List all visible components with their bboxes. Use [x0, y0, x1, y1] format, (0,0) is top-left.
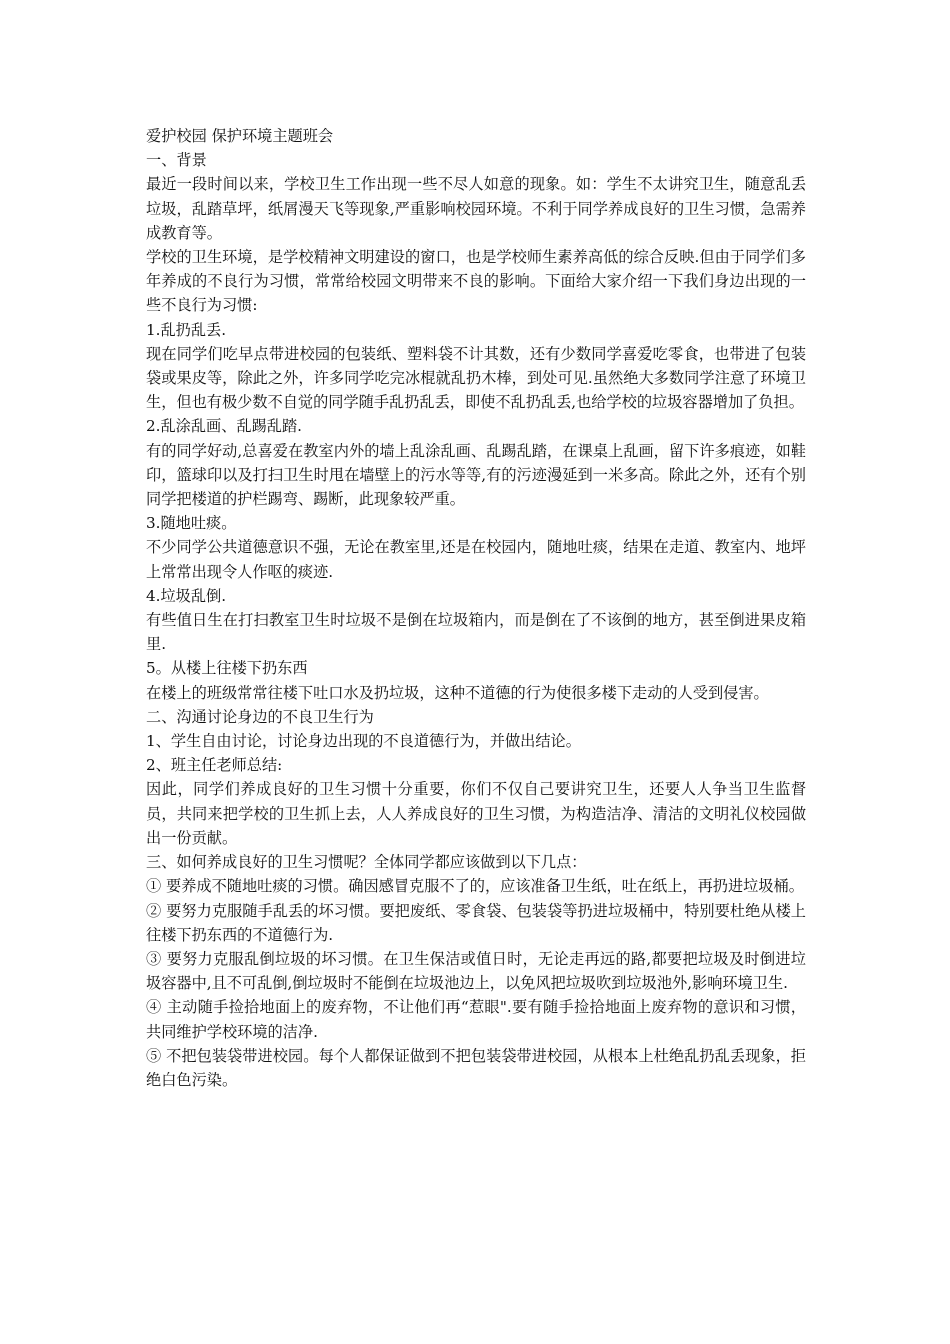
section-heading-background: 一、背景 — [146, 151, 207, 170]
document-page — [146, 124, 806, 1092]
list-item: ⑤ 不把包装袋带进校园。每个人都保证做到不把包装袋带进校园，从根本上杜绝乱扔乱丢现象，拒绝白色污染。 — [146, 1046, 806, 1089]
subheading-garbage: 4.垃圾乱倒. — [146, 586, 227, 605]
paragraph: 最近一段时间以来，学校卫生工作出现一些不尽人如意的现象。如：学生不太讲究卫生，随意乱丢垃圾，乱踏草坪，纸屑漫天飞等现象,严重影响校园环境。不利于同学养成良好的卫生习惯，急需养成教育等。 — [146, 175, 806, 242]
paragraph: 1、学生自由讨论，讨论身边出现的不良道德行为，并做出结论。 — [146, 732, 581, 751]
list-item: ③ 要努力克服乱倒垃圾的坏习惯。在卫生保洁或值日时，无论走再远的路,都要把垃圾及时倒进垃圾容器中,且不可乱倒,倒垃圾时不能倒在垃圾池边上，以免风把垃圾吹到垃圾池外,影响环境卫生. — [146, 949, 806, 993]
paragraph: 不少同学公共道德意识不强，无论在教室里,还是在校园内，随地吐痰，结果在走道、教室内、地坪上常常出现令人作呕的痰迹. — [146, 538, 806, 581]
paragraph: 有些值日生在打扫教室卫生时垃圾不是倒在垃圾箱内，而是倒在了不该倒的地方，甚至倒进果皮箱里. — [146, 611, 806, 654]
section-heading-habits: 三、如何养成良好的卫生习惯呢？全体同学都应该做到以下几点： — [146, 853, 587, 872]
subheading-throwing: 5。从楼上往楼下扔东西 — [146, 659, 308, 678]
section-heading-discussion: 二、沟通讨论身边的不良卫生行为 — [146, 707, 374, 726]
list-item: ④ 主动随手捡拾地面上的废弃物，不让他们再“惹眼".要有随手捡拾地面上废弃物的意识和习惯，共同维护学校环境的洁净. — [146, 998, 806, 1041]
paragraph: 因此，同学们养成良好的卫生习惯十分重要，你们不仅自己要讲究卫生，还要人人争当卫生监督员，共同来把学校的卫生抓上去，人人养成良好的卫生习惯，为构造洁净、清洁的文明礼仪校园做出一份贡献。 — [146, 780, 806, 847]
subheading-graffiti: 2.乱涂乱画、乱踢乱踏. — [146, 417, 303, 436]
paragraph: 2、班主任老师总结: — [146, 756, 283, 775]
list-item: ② 要努力克服随手乱丢的坏习惯。要把废纸、零食袋、包装袋等扔进垃圾桶中，特别要杜绝从楼上往楼下扔东西的不道德行为. — [146, 901, 806, 944]
list-item: ① 要养成不随地吐痰的习惯。确因感冒克服不了的，应该准备卫生纸，吐在纸上，再扔进垃圾桶。 — [146, 877, 804, 896]
document-title: 爱护校园 保护环境主题班会 — [146, 127, 334, 145]
paragraph: 现在同学们吃早点带进校园的包装纸、塑料袋不计其数，还有少数同学喜爱吃零食，也带进了包装袋或果皮等，除此之外，许多同学吃完冰棍就乱扔木棒，到处可见.虽然绝大多数同学注意了环境卫生，但也有极少数不自觉的同学随手乱扔乱丢，即使不乱扔乱丢,也给学校的垃圾容器增加了负担。 — [146, 344, 806, 412]
subheading-littering: 1.乱扔乱丢. — [146, 320, 227, 339]
subheading-spitting: 3.随地吐痰。 — [146, 514, 237, 533]
paragraph: 在楼上的班级常常往楼下吐口水及扔垃圾，这种不道德的行为使很多楼下走动的人受到侵害。 — [146, 683, 769, 702]
paragraph: 有的同学好动,总喜爱在教室内外的墙上乱涂乱画、乱踢乱踏，在课桌上乱画，留下许多痕迹，如鞋印，篮球印以及打扫卫生时甩在墙壁上的污水等等,有的污迹漫延到一米多高。除此之外，还有个别同学把楼道的护栏踢弯、踢断，此现象较严重。 — [146, 441, 806, 509]
paragraph: 学校的卫生环境，是学校精神文明建设的窗口，也是学校师生素养高低的综合反映.但由于同学们多年养成的不良行为习惯，常常给校园文明带来不良的影响。下面给大家介绍一下我们身边出现的一些不良行为习惯: — [146, 248, 806, 315]
